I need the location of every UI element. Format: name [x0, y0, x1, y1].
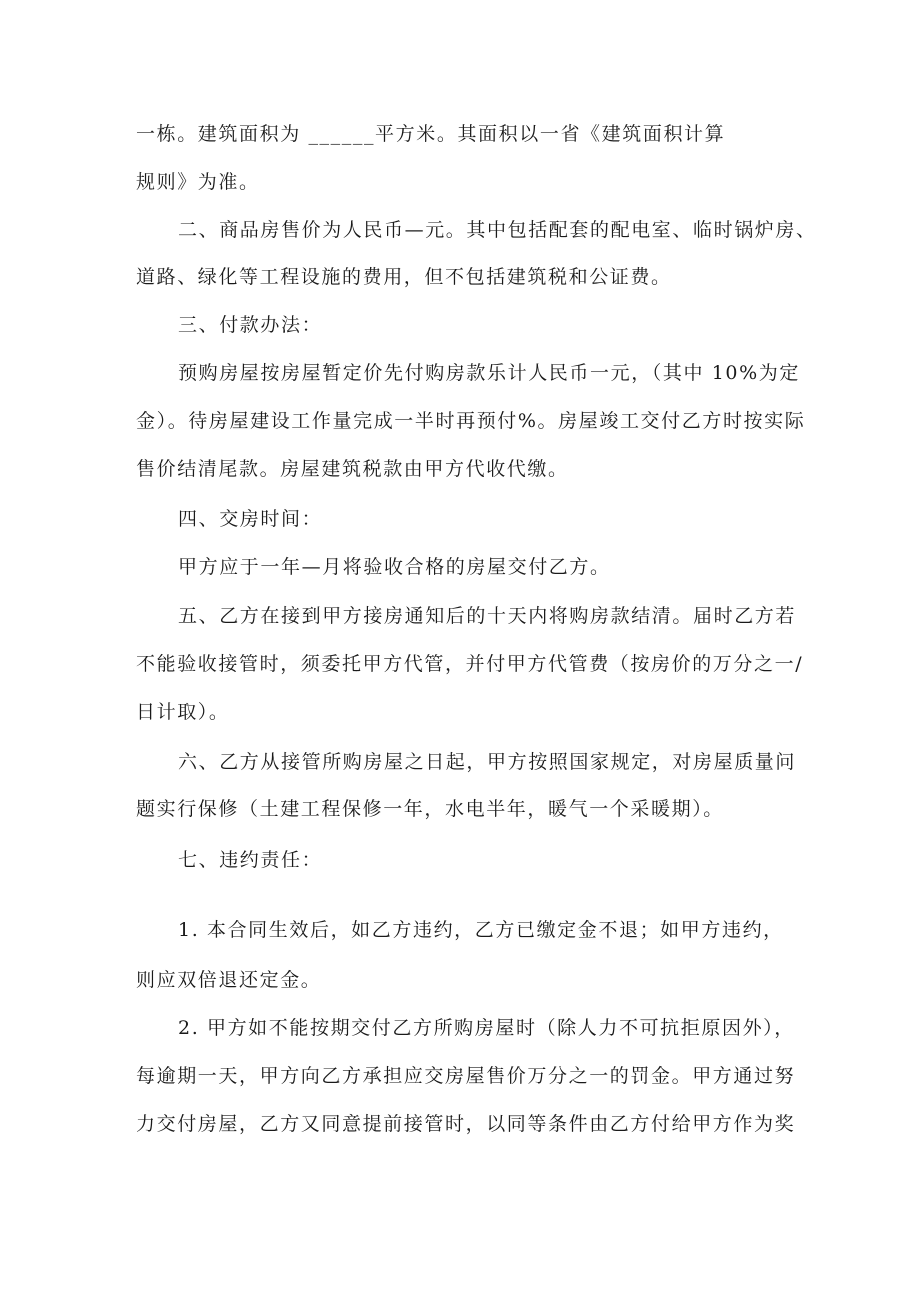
text-line: 规则》为准。 [136, 171, 260, 193]
text-line: 甲方应于一年—月将验收合格的房屋交付乙方。 [178, 556, 611, 578]
section-heading: 四、交房时间： [178, 508, 323, 530]
section-heading: 三、付款办法： [178, 314, 323, 336]
text-line: 六、乙方从接管所购房屋之日起，甲方按照国家规定，对房屋质量问 [178, 751, 797, 773]
text-line: 力交付房屋，乙方又同意提前接管时，以同等条件由乙方付给甲方作为奖 [136, 1113, 796, 1135]
text-line: 二、商品房售价为人民币—元。其中包括配套的配电室、临时锅炉房、 [178, 219, 817, 241]
text-line: 金）。待房屋建设工作量完成一半时再预付%。房屋竣工交付乙方时按实际 [136, 410, 806, 432]
text-line: 则应双倍退还定金。 [136, 969, 322, 991]
list-item: 1. 本合同生效后，如乙方违约，乙方已缴定金不退；如甲方违约， [178, 919, 784, 941]
text-line: 道路、绿化等工程设施的费用，但不包括建筑税和公证费。 [136, 266, 672, 288]
section-heading: 七、违约责任： [178, 849, 323, 871]
list-item: 2. 甲方如不能按期交付乙方所购房屋时（除人力不可抗拒原因外）， [178, 1017, 795, 1039]
text-line: 题实行保修（土建工程保修一年，水电半年，暖气一个采暖期）。 [136, 798, 724, 820]
text-line: 不能验收接管时，须委托甲方代管，并付甲方代管费（按房价的万分之一/ [136, 653, 804, 675]
text-line: 预购房屋按房屋暂定价先付购房款乐计人民币一元，（其中 10%为定 [178, 362, 800, 384]
text-line: 每逾期一天，甲方向乙方承担应交房屋售价万分之一的罚金。甲方通过努 [136, 1065, 796, 1087]
text-line: 日计取）。 [136, 701, 230, 723]
text-line: 五、乙方在接到甲方接房通知后的十天内将购房款结清。届时乙方若 [178, 605, 797, 627]
text-line: 售价结清尾款。房屋建筑税款由甲方代收代缴。 [136, 458, 569, 480]
text-line: 一栋。建筑面积为 ______平方米。其面积以一省《建筑面积计算 [136, 123, 726, 145]
